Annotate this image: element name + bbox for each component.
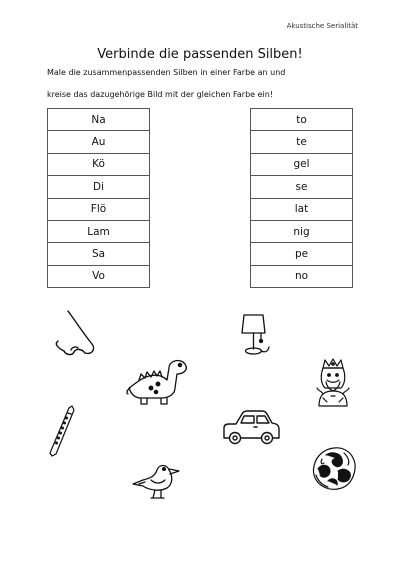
right-syllable-cell[interactable]: gel: [251, 153, 353, 175]
left-syllable-cell[interactable]: Au: [48, 131, 150, 153]
flute-icon[interactable]: [48, 404, 76, 460]
left-syllable-cell[interactable]: Na: [48, 109, 150, 131]
left-syllable-cell[interactable]: Kö: [48, 153, 150, 175]
left-syllable-cell[interactable]: Vo: [48, 265, 150, 287]
left-syllable-table: [47, 108, 150, 288]
car-icon[interactable]: [220, 408, 282, 448]
worksheet-topic: Akustische Serialität: [286, 22, 358, 30]
instruction-line-1: Male die zusammenpassenden Silben in einer Farbe an und: [47, 68, 286, 77]
right-syllable-cell[interactable]: nig: [251, 220, 353, 242]
king-icon[interactable]: [313, 358, 353, 408]
instruction-line-2: kreise das dazugehörige Bild mit der gleichen Farbe ein!: [47, 90, 274, 99]
right-syllable-cell[interactable]: pe: [251, 243, 353, 265]
right-syllable-cell[interactable]: lat: [251, 198, 353, 220]
left-syllable-cell[interactable]: Flö: [48, 198, 150, 220]
right-syllable-cell[interactable]: te: [251, 131, 353, 153]
bird-icon[interactable]: [131, 458, 185, 502]
right-syllable-cell[interactable]: se: [251, 176, 353, 198]
dinosaur-icon[interactable]: [125, 354, 191, 408]
salad-icon[interactable]: [310, 445, 358, 493]
page-title: Verbinde die passenden Silben!: [97, 47, 303, 62]
left-syllable-cell[interactable]: Lam: [48, 220, 150, 242]
left-syllable-cell[interactable]: Sa: [48, 243, 150, 265]
right-syllable-cell[interactable]: no: [251, 265, 353, 287]
nose-icon[interactable]: [50, 308, 102, 360]
left-syllable-cell[interactable]: Di: [48, 176, 150, 198]
right-syllable-table: [250, 108, 353, 288]
right-syllable-cell[interactable]: to: [251, 109, 353, 131]
lamp-icon[interactable]: [236, 311, 274, 359]
